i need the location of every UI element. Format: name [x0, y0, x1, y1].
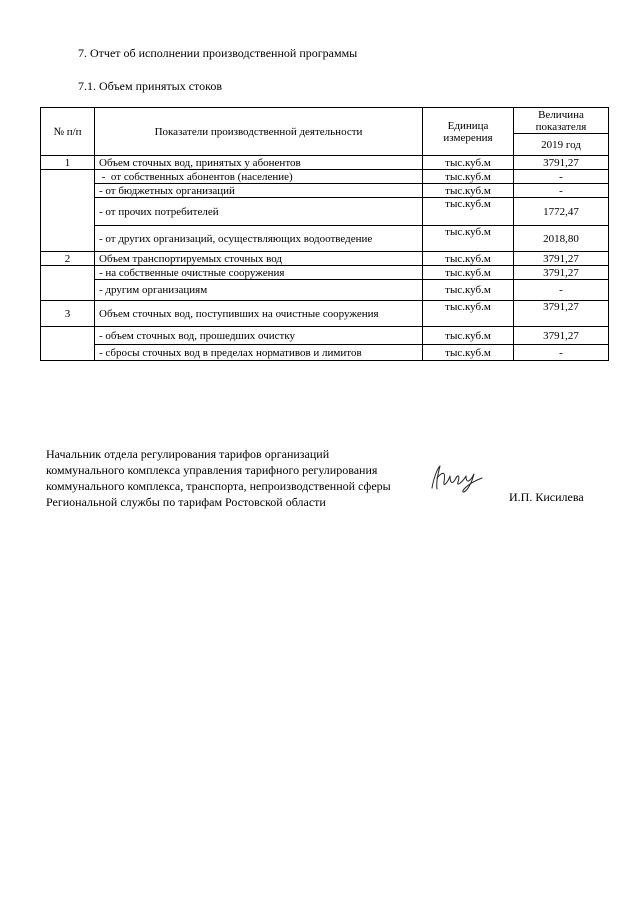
row-indicator: - объем сточных вод, прошедших очистку	[95, 327, 423, 345]
row-value: 3791,27	[514, 301, 609, 327]
row-unit: тыс.куб.м	[423, 226, 514, 252]
row-indicator: Объем сточных вод, поступивших на очистные сооружения	[95, 301, 423, 327]
row-value: 1772,47	[514, 198, 609, 226]
signature-image	[428, 462, 484, 494]
row-unit: тыс.куб.м	[423, 252, 514, 266]
row-num: 1	[41, 156, 95, 170]
row-num: 2	[41, 252, 95, 266]
row-unit: тыс.куб.м	[423, 301, 514, 327]
row-indicator: - сбросы сточных вод в пределах нормативов и лимитов	[95, 345, 423, 361]
row-indicator: - от других организаций, осуществляющих водоотведение	[95, 226, 423, 252]
row-indicator: Объем транспортируемых сточных вод	[95, 252, 423, 266]
row-num: 3	[41, 301, 95, 327]
signatory-block	[46, 446, 391, 510]
header-row	[41, 108, 609, 134]
row-value: -	[514, 184, 609, 198]
header-indicator: Показатели производственной деятельности	[95, 108, 423, 156]
row-num-empty	[41, 327, 95, 361]
row-unit: тыс.куб.м	[423, 345, 514, 361]
row-value: -	[514, 280, 609, 301]
row-value: 3791,27	[514, 156, 609, 170]
row-indicator: Объем сточных вод, принятых у абонентов	[95, 156, 423, 170]
row-indicator: - от прочих потребителей	[95, 198, 423, 226]
header-num: № п/п	[41, 108, 95, 156]
row-num-empty	[41, 170, 95, 252]
row-num-empty	[41, 266, 95, 301]
row-indicator: - другим организациям	[95, 280, 423, 301]
table-row	[41, 156, 609, 170]
row-indicator: - на собственные очистные сооружения	[95, 266, 423, 280]
row-unit: тыс.куб.м	[423, 198, 514, 226]
row-value: 3791,27	[514, 252, 609, 266]
row-value: 2018,80	[514, 226, 609, 252]
table-row	[41, 280, 609, 301]
row-unit: тыс.куб.м	[423, 184, 514, 198]
section-heading: 7. Отчет об исполнении производственной программы	[78, 46, 358, 60]
row-indicator: - от собственных абонентов (население)	[95, 170, 423, 184]
signatory-name: И.П. Кисилева	[509, 490, 584, 504]
header-value: Величина показателя	[514, 108, 609, 134]
table-row	[41, 345, 609, 361]
row-value: 3791,27	[514, 266, 609, 280]
row-unit: тыс.куб.м	[423, 170, 514, 184]
header-unit: Единица измерения	[423, 108, 514, 156]
table-row	[41, 170, 609, 184]
table-row	[41, 327, 609, 345]
signatory-line: коммунального комплекса управления тарифного регулирования	[46, 463, 378, 477]
row-indicator: - от бюджетных организаций	[95, 184, 423, 198]
row-unit: тыс.куб.м	[423, 266, 514, 280]
subsection-heading: 7.1. Объем принятых стоков	[78, 79, 222, 93]
row-unit: тыс.куб.м	[423, 327, 514, 345]
table-row	[41, 301, 609, 327]
signatory-line: коммунального комплекса, транспорта, непроизводственной сферы	[46, 479, 391, 493]
signatory-line: Начальник отдела регулирования тарифов организаций	[46, 447, 330, 461]
row-unit: тыс.куб.м	[423, 280, 514, 301]
row-value: -	[514, 345, 609, 361]
table-row	[41, 266, 609, 280]
production-table	[40, 107, 609, 361]
header-year: 2019 год	[514, 134, 609, 156]
table-row	[41, 226, 609, 252]
table-row	[41, 252, 609, 266]
table-row	[41, 184, 609, 198]
row-value: 3791,27	[514, 327, 609, 345]
signatory-line: Региональной службы по тарифам Ростовской области	[46, 495, 326, 509]
table-row	[41, 198, 609, 226]
row-unit: тыс.куб.м	[423, 156, 514, 170]
row-value: -	[514, 170, 609, 184]
